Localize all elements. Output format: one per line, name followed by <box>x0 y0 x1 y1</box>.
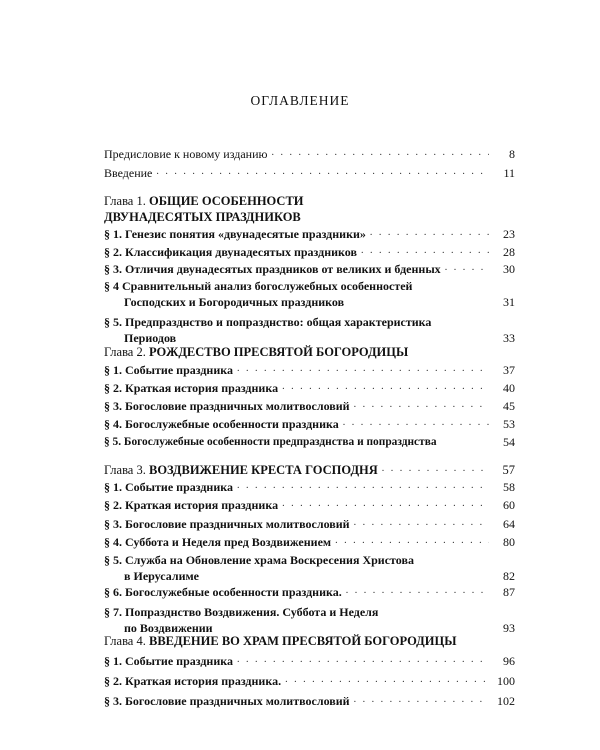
section-page: 37 <box>503 363 515 377</box>
section-label-line2: Господских и Богородичных праздников <box>124 295 345 309</box>
section-page: 102 <box>497 694 515 708</box>
section-label: § 7. Попразднство Воздвижения. Суббота и Неделя <box>104 605 379 619</box>
chapter-page: 57 <box>502 463 515 477</box>
dot-leader <box>354 398 489 412</box>
dot-leader <box>361 244 489 258</box>
section-page: 30 <box>503 262 515 276</box>
chapter-title: ВОЗДВИЖЕНИЕ КРЕСТА ГОСПОДНЯ <box>148 463 378 477</box>
section-label: § 4. Богослужебные особенности праздника <box>104 417 339 431</box>
toc-section[interactable] <box>104 434 515 450</box>
section-page: 45 <box>503 399 515 413</box>
chapter-title: РОЖДЕСТВО ПРЕСВЯТОЙ БОГОРОДИЦЫ <box>148 345 409 359</box>
toc-section[interactable] <box>104 362 515 378</box>
section-label: § 3. Богословие праздничных молитвословий <box>104 517 350 531</box>
toc-section[interactable] <box>104 673 515 689</box>
section-page: 87 <box>503 585 515 599</box>
dot-leader <box>237 362 489 376</box>
toc-section[interactable] <box>104 497 515 513</box>
section-label: § 2. Краткая история праздника. <box>104 674 282 688</box>
section-label: § 6. Богослужебные особенности праздника. <box>104 585 342 599</box>
section-page: 54 <box>503 435 515 449</box>
chapter-prefix: Глава 2. <box>104 345 146 359</box>
section-label: § 1. Генезис понятия «двунадесятые праздники» <box>104 227 366 241</box>
section-page: 82 <box>503 569 515 583</box>
dot-leader <box>282 380 489 394</box>
toc-section[interactable] <box>104 516 515 532</box>
section-page: 28 <box>503 245 515 259</box>
toc-chapter-1[interactable] <box>104 193 515 225</box>
chapter-prefix: Глава 4. <box>104 634 146 648</box>
dot-leader <box>354 693 489 707</box>
dot-leader <box>237 479 489 493</box>
section-page: 40 <box>503 381 515 395</box>
entry-label: Предисловие к новому изданию <box>104 147 268 161</box>
toc-section[interactable] <box>104 584 515 600</box>
section-page: 58 <box>503 480 515 494</box>
section-label: § 1. Событие праздника <box>104 363 233 377</box>
toc-section[interactable] <box>104 380 515 396</box>
section-label: § 3. Богословие праздничных молитвословий <box>104 399 350 413</box>
toc-section[interactable] <box>104 416 515 432</box>
entry-label: Введение <box>104 166 153 180</box>
section-page: 96 <box>503 654 515 668</box>
toc-section[interactable] <box>104 693 515 709</box>
dot-leader <box>343 416 489 430</box>
entry-page: 11 <box>503 166 515 180</box>
section-label: § 5. Богослужебные особенности предпразднства и попразднства <box>104 436 437 448</box>
section-label: § 1. Событие праздника <box>104 480 233 494</box>
section-label: § 2. Краткая история праздника <box>104 381 279 395</box>
dot-leader <box>237 653 489 667</box>
section-label: § 4. Суббота и Неделя пред Воздвижением <box>104 535 332 549</box>
section-label: § 5. Предпразднство и попразднство: общая характеристика <box>104 315 432 329</box>
section-label: § 1. Событие праздника <box>104 654 233 668</box>
toc-section[interactable] <box>104 226 515 242</box>
toc-chapter-4[interactable] <box>104 633 515 649</box>
section-page: 64 <box>503 517 515 531</box>
chapter-prefix: Глава 1. <box>104 194 146 208</box>
dot-leader <box>370 226 489 240</box>
dot-leader <box>346 584 489 598</box>
dot-leader <box>445 261 489 275</box>
dot-leader <box>354 516 489 530</box>
section-label-line2: по Воздвижении <box>124 621 213 635</box>
chapter-prefix: Глава 3. <box>104 463 146 477</box>
section-label: § 3. Отличия двунадесятых праздников от великих и бденных <box>104 262 441 276</box>
section-label: § 3. Богословие праздничных молитвословий <box>104 694 350 708</box>
chapter-title-line2: ДВУНАДЕСЯТЫХ ПРАЗДНИКОВ <box>104 210 301 224</box>
section-page: 53 <box>503 417 515 431</box>
toc-chapter-3[interactable] <box>104 462 515 478</box>
section-label: § 2. Классификация двунадесятых праздников <box>104 245 357 259</box>
page-title: ОГЛАВЛЕНИЕ <box>250 93 350 108</box>
dot-leader <box>382 462 489 476</box>
section-page: 33 <box>503 331 515 345</box>
toc-entry-preface[interactable] <box>104 146 515 162</box>
toc-section[interactable] <box>104 604 515 636</box>
toc-section[interactable] <box>104 552 515 584</box>
dot-leader <box>282 497 489 511</box>
toc-section[interactable] <box>104 479 515 495</box>
chapter-title: ВВЕДЕНИЕ ВО ХРАМ ПРЕСВЯТОЙ БОГОРОДИЦЫ <box>148 634 457 648</box>
section-page: 100 <box>497 674 515 688</box>
toc-chapter-2[interactable] <box>104 344 515 360</box>
section-label: § 5. Служба на Обновление храма Воскресения Христова <box>104 553 414 567</box>
toc-section[interactable] <box>104 653 515 669</box>
dot-leader <box>156 165 489 179</box>
chapter-title: ОБЩИЕ ОСОБЕННОСТИ <box>148 194 304 208</box>
section-label: § 2. Краткая история праздника <box>104 498 279 512</box>
section-page: 93 <box>503 621 515 635</box>
section-page: 31 <box>503 295 515 309</box>
toc-section[interactable] <box>104 534 515 550</box>
toc-entry-introduction[interactable] <box>104 165 515 181</box>
toc-section[interactable] <box>104 278 515 310</box>
section-label-line2: Периодов <box>124 331 177 345</box>
dot-leader <box>271 146 489 160</box>
toc-section[interactable] <box>104 261 515 277</box>
toc-section[interactable] <box>104 314 515 346</box>
section-page: 60 <box>503 498 515 512</box>
section-label: § 4 Сравнительный анализ богослужебных особенностей <box>104 279 413 293</box>
section-page: 80 <box>503 535 515 549</box>
entry-page: 8 <box>509 147 515 161</box>
dot-leader <box>335 534 489 548</box>
dot-leader <box>285 673 489 687</box>
toc-section[interactable] <box>104 244 515 260</box>
toc-section[interactable] <box>104 398 515 414</box>
section-page: 23 <box>503 227 515 241</box>
section-label-line2: в Иерусалиме <box>124 569 200 583</box>
